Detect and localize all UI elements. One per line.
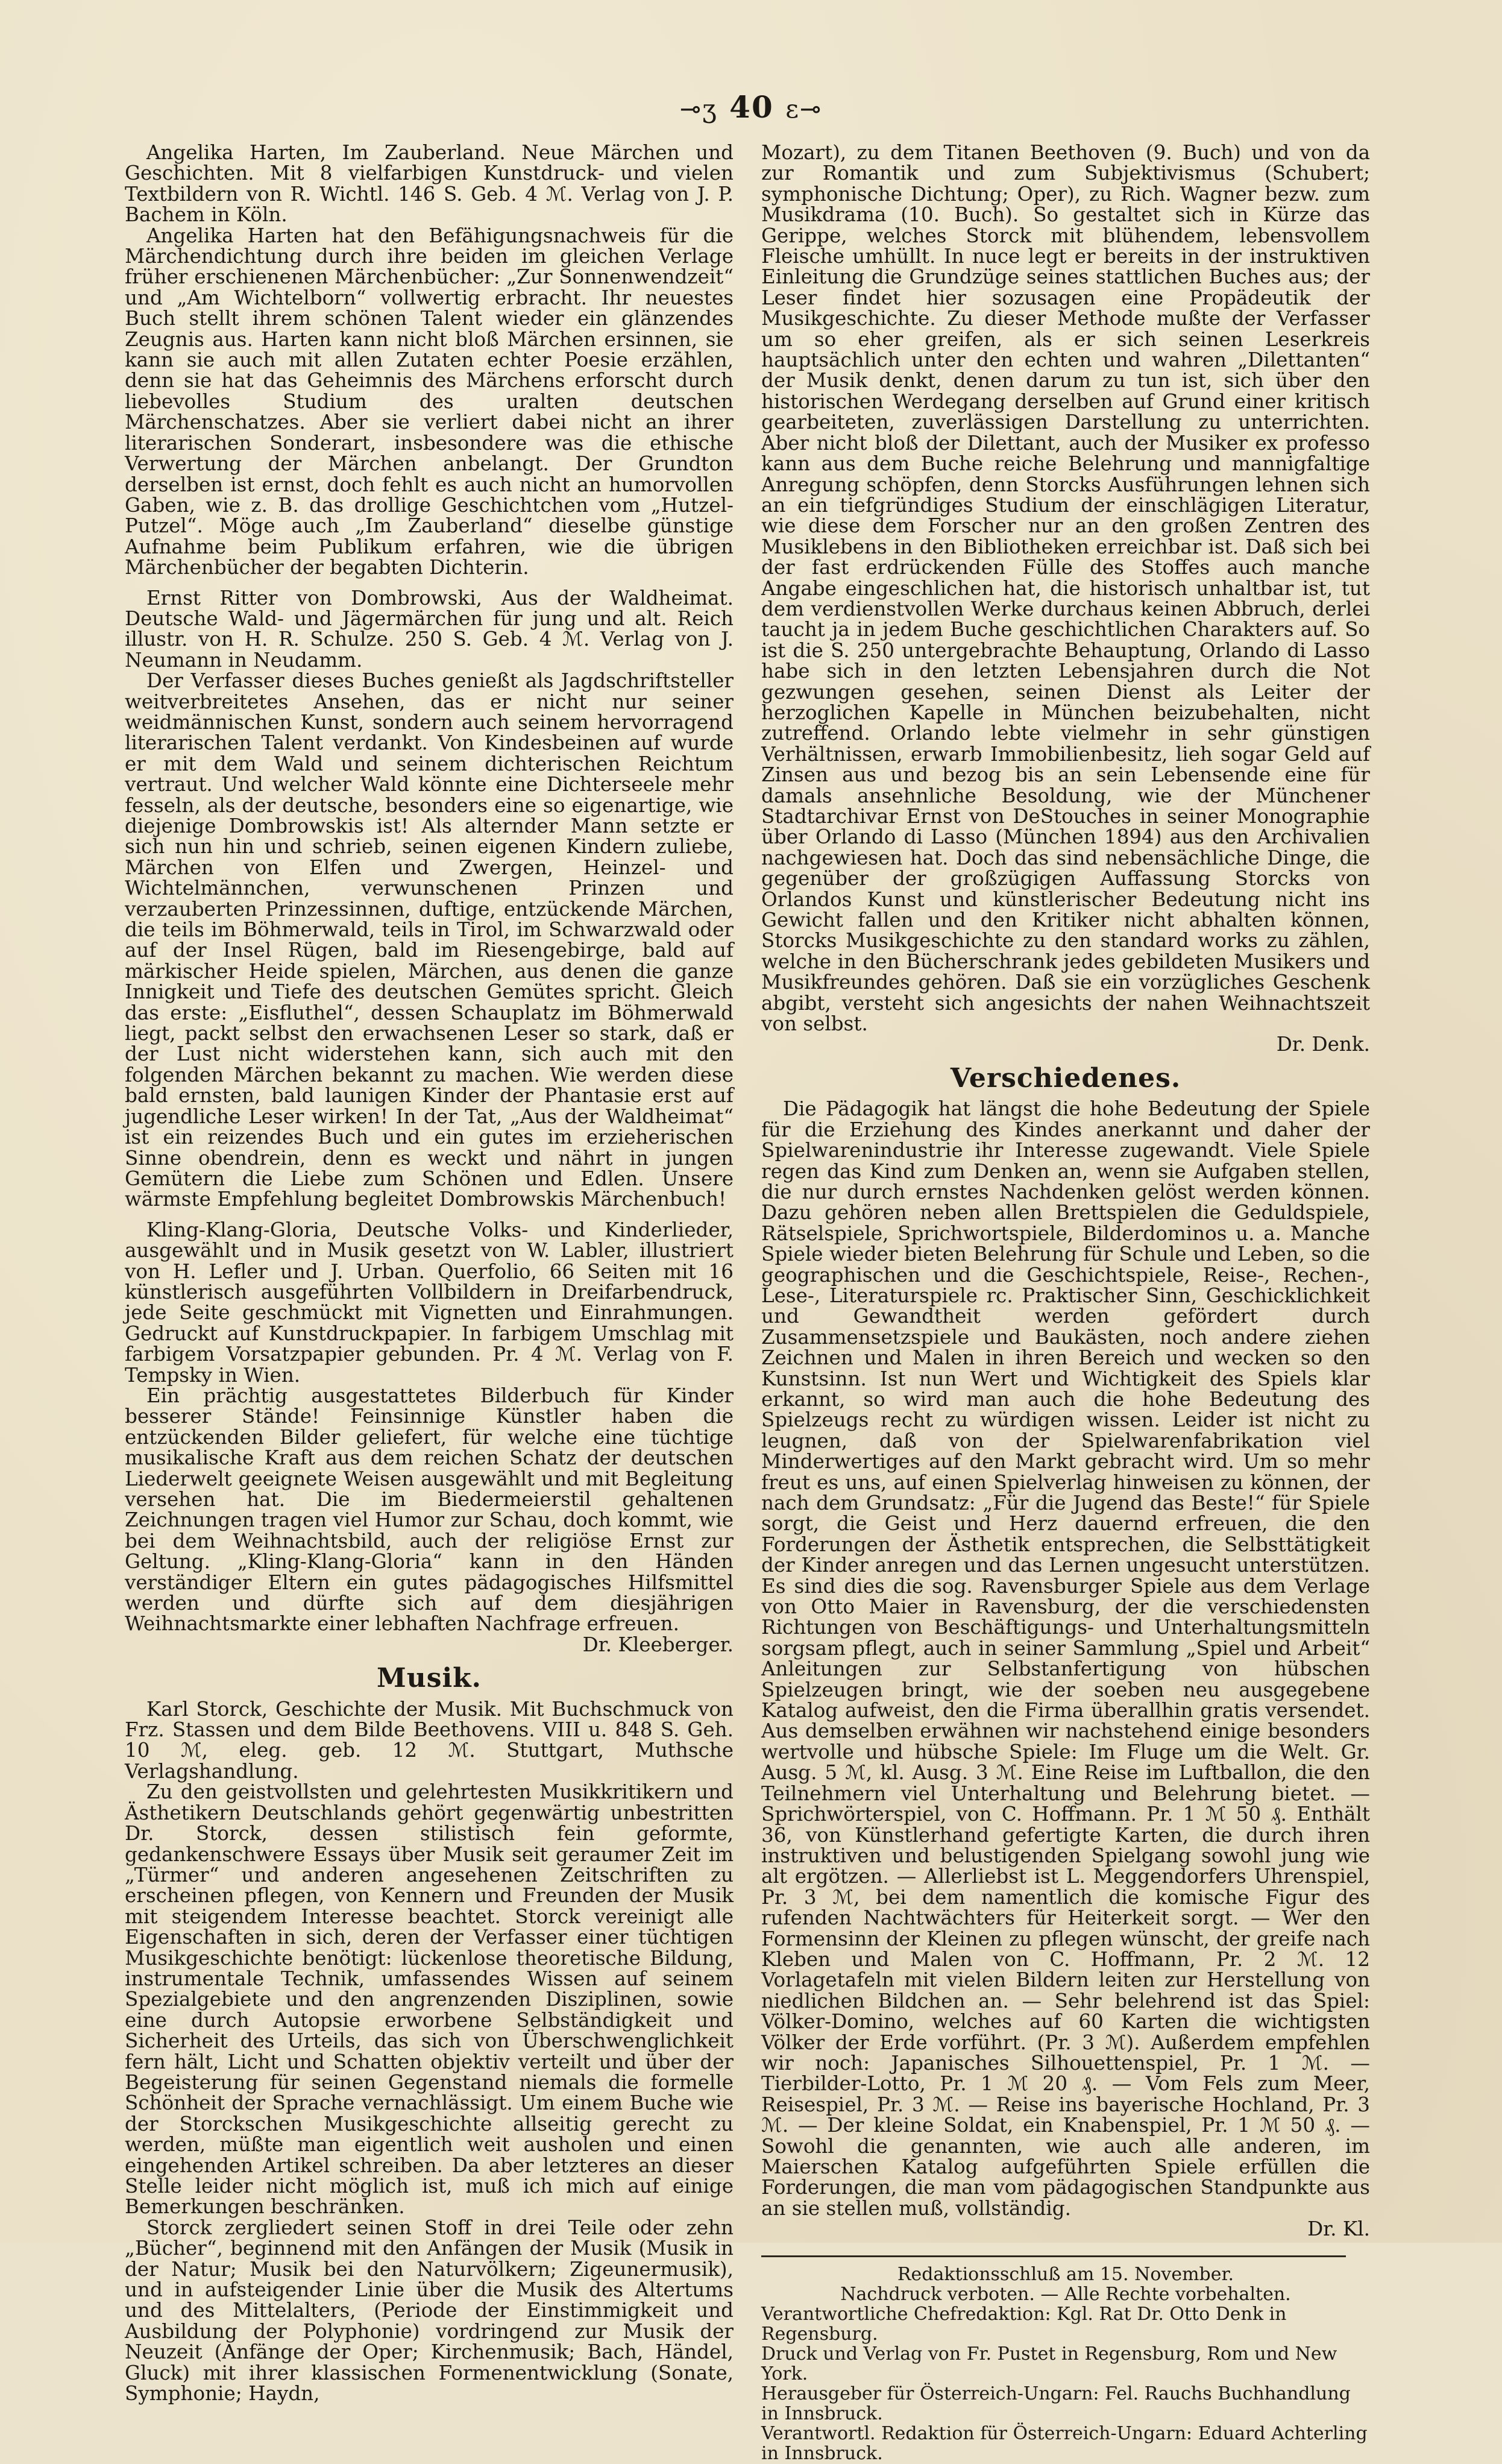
page-number: 40: [729, 89, 774, 125]
imprint-austria-publisher: Herausgeber für Österreich-Ungarn: Fel. Rauchs Buchhandlung in Innsbruck.: [761, 2383, 1351, 2424]
page-number-header: [0, 89, 1502, 125]
right-column: [761, 142, 1370, 2463]
ornament-left: ⊸ʒ: [679, 94, 718, 124]
left-column: [125, 142, 734, 2404]
article-ravensburger-spiele: Die Pädagogik hat längst die hohe Bedeutung der Spiele für die Erziehung des Kindes anerkannt und daher der Spielwarenindustrie ihr Interesse zugewandt. Viele Spiele regen das Kind zum Denken an, wenn sie Aufgaben stellen, die nur durch ernstes Nachdenken gelöst werden können. Dazu gehören neben allen Brettspielen die Geduldspiele, Rätselspiele, Sprichwortspiele, Bilderdominos u. a. Manche Spiele wieder bieten Belehrung für Schule und Leben, so die geographischen und die Geschichtspiele, Reise-, Rechen-, Lese-, Literaturspiele rc. Praktischer Sinn, Geschicklichkeit und Gewandtheit werden gefördert durch Zusammensetzspiele und Baukästen, noch andere ziehen Zeichnen und Malen in ihren Bereich und wecken so den Kunstsinn. Ist nun Wert und Wichtigkeit des Spiels klar erkannt, so wird man auch die hohe Bedeutung des Spielzeugs recht zu würdigen wissen. Leider ist nicht zu leugnen, daß von der Spielwarenfabrikation viel Minderwertiges auf den Markt gebracht wird. Um so mehr freut es uns, auf einen Spielverlag hinweisen zu können, der nach dem Grundsatz: „Für die Jugend das Beste!“ für Spiele sorgt, die Geist und Herz dauernd erfreuen, die den Forderungen der Ästhetik entsprechen, die Selbsttätigkeit der Kinder anregen und das Lernen ungesucht unterstützen. Es sind dies die sog. Ravensburger Spiele aus dem Verlage von Otto Maier in Ravensburg, der die verschiedensten Richtungen von Beschäftigungs- und Unterhaltungsmitteln sorgsam pflegt, auch in seiner Sammlung „Spiel und Arbeit“ Anleitungen zur Selbstanfertigung von hübschen Spielzeugen bringt, wie der soeben neu ausgegebene Katalog aufweist, den die Firma überallhin gratis versendet. Aus demselben erwähnen wir nachstehend einige besonders wertvolle und hübsche Spiele: Im Fluge um die Welt. Gr. Ausg. 5 ℳ, kl. Ausg. 3 ℳ. Eine Reise im Luftballon, die den Teilnehmern viel Unterhaltung und Belehrung bietet. — Sprichwörterspiel, von C. Hoffmann. Pr. 1 ℳ 50 ₰. Enthält 36, von Künstlerhand gefertigte Karten, die durch ihren instruktiven und belustigenden Spielgang sowohl jung wie alt ergötzen. — Allerliebst ist L. Meggendorfers Uhrenspiel, Pr. 3 ℳ, bei dem namentlich die komische Figur des rufenden Nachtwächters für Heiterkeit sorgt. — Wer den Formensinn der Kleinen zu pflegen wünscht, der greife nach Kleben und Malen von C. Hoffmann, Pr. 2 ℳ. 12 Vorlagetafeln mit vielen Bildern leiten zur Herstellung von niedlichen Bildchen an. — Sehr belehrend ist das Spiel: Völker-Domino, welches auf 60 Karten die wichtigsten Völker der Erde vorführt. (Pr. 3 ℳ). Außerdem empfehlen wir noch: Japanisches Silhouettenspiel, Pr. 1 ℳ. — Tierbilder-Lotto, Pr. 1 ℳ 20 ₰. — Vom Fels zum Meer, Reisespiel, Pr. 3 ℳ. — Reise ins bayerische Hochland, Pr. 3 ℳ. — Der kleine Soldat, ein Knabenspiel, Pr. 1 ℳ 50 ₰. — Sowohl die genannten, wie auch alle anderen, im Maierschen Katalog aufgeführten Spiele erfüllen die Forderungen, die man vom pädagogischen Standpunkte aus an sie stellen muß, vollständig.: [761, 1097, 1370, 2220]
imprint-deadline: Redaktionsschluß am 15. November.: [897, 2263, 1234, 2285]
section-heading-verschiedenes: Verschiedenes.: [950, 1062, 1181, 1094]
review-text-kling-klang: Ein prächtig ausgestattetes Bilderbuch für Kinder besserer Stände! Feinsinnige Künstler haben die entzückenden Bilder geliefert, für welche eine tüchtige musikalische Kraft aus dem reichen Schatz der deutschen Liederwelt geeignete Weisen ausgewählt und mit Begleitung versehen hat. Die im Biedermeierstil gehaltenen Zeichnungen tragen viel Humor zur Schau, doch kommt, wie bei dem Weihnachtsbild, auch der religiöse Ernst zur Geltung. „Kling-Klang-Gloria“ kann in den Händen verständiger Eltern ein gutes pädagogisches Hilfsmittel werden und dürfte sich auf dem diesjährigen Weihnachtsmarkte einer lebhaften Nachfrage erfreuen.: [125, 1384, 734, 1636]
imprint-rights: Nachdruck verboten. — Alle Rechte vorbehalten.: [840, 2283, 1291, 2305]
imprint-austria-editor: Verantwortl. Redaktion für Österreich-Ungarn: Eduard Achterling in Innsbruck.: [761, 2422, 1368, 2464]
imprint-editor: Verantwortliche Chefredaktion: Kgl. Rat Dr. Otto Denk in Regensburg.: [761, 2303, 1287, 2345]
section-heading-musik: Musik.: [377, 1663, 482, 1694]
review-text-dombrowski: Der Verfasser dieses Buches genießt als Jagdschriftsteller weitverbreitetes Ansehen, das er nicht nur seiner weidmännischen Kunst, sondern auch seinem hervorragend literarischen Talent verdankt. Von Kindesbeinen auf wurde er mit dem Wald und seinem dichterischen Reichtum vertraut. Und welcher Wald könnte eine Dichterseele mehr fesseln, als der deutsche, besonders eine so eigenartige, wie diejenige Dombrowskis ist! Als alternder Mann setzte er sich nun hin und schrieb, seinen eigenen Kindern zuliebe, Märchen von Elfen und Zwergen, Heinzel- und Wichtelmännchen, verwunschenen Prinzen und verzauberten Prinzessinnen, duftige, entzückende Märchen, die teils im Böhmerwald, teils in Tirol, im Schwarzwald oder auf der Insel Rügen, bald im Riesengebirge, bald auf märkischer Heide spielen, Märchen, aus denen die ganze Innigkeit und Tiefe des deutschen Gemütes spricht. Gleich das erste: „Eisfluthel“, dessen Schauplatz im Böhmerwald liegt, packt selbst den erwachsenen Leser so stark, daß er der Lust nicht widerstehen kann, sich auch mit den folgenden Märchen bekannt zu machen. Wie werden diese bald ernsten, bald launigen Kinder der Phantasie erst auf jugendliche Leser wirken! In der Tat, „Aus der Waldheimat“ ist ein reizendes Buch und ein gutes im erzieherischen Sinne obendrein, denn es weckt und nährt in jungen Gemütern die Liebe zum Schönen und Edlen. Unsere wärmste Empfehlung begleitet Dombrowskis Märchenbuch!: [125, 669, 734, 1211]
ornament-right: ɛ⊸: [785, 94, 823, 124]
review-text-harten: Angelika Harten hat den Befähigungsnachweis für die Märchendichtung durch ihre beiden im gleichen Verlage früher erschienenen Märchenbücher: „Zur Sonnenwendzeit“ und „Am Wichtelborn“ vollwertig erbracht. Ihr neuestes Buch stellt ihrem schönen Talent wieder ein glänzendes Zeugnis aus. Harten kann nicht bloß Märchen ersinnen, sie kann sie auch mit allen Zutaten echter Poesie erzählen, denn sie hat das Geheimnis des Märchens erforscht durch liebevolles Studium des uralten deutschen Märchenschatzes. Aber sie verliert dabei nicht an ihrer literarischen Sonderart, insbesondere was die ethische Verwertung der Märchen anbelangt. Der Grundton derselben ist ernst, doch fehlt es auch nicht an humorvollen Gaben, wie z. B. das drollige Geschichtchen vom „Hutzel-Putzel“. Möge auch „Im Zauberland“ dieselbe günstige Aufnahme beim Publikum erfahren, wie die übrigen Märchenbücher der begabten Dichterin.: [125, 224, 734, 579]
signature-kl: Dr. Kl.: [1307, 2217, 1370, 2241]
review-entry-kling-klang: Kling-Klang-Gloria, Deutsche Volks- und Kinderlieder, ausgewählt und in Musik gesetzt von W. Labler, illustriert von H. Lefler und J. Urban. Querfolio, 66 Seiten mit 16 künstlerisch ausgeführten Vollbildern in Dreifarbendruck, jede Seite geschmückt mit Vignetten und Einrahmungen. Gedruckt auf Kunstdruckpapier. In farbigem Umschlag mit farbigem Vorsatzpapier gebunden. Pr. 4 ℳ. Verlag von F. Tempsky in Wien.: [125, 1218, 734, 1387]
imprint-publisher: Druck und Verlag von Fr. Pustet in Regensburg, Rom und New York.: [761, 2343, 1337, 2384]
review-text-storck-1: Zu den geistvollsten und gelehrtesten Musikkritikern und Ästhetikern Deutschlands gehört gegenwärtig unbestritten Dr. Storck, dessen stilistisch fein geformte, gedankenschwere Essays über Musik seit geraumer Zeit im „Türmer“ und anderen angesehenen Zeitschriften zu erscheinen pflegen, von Kennern und Freunden der Musik mit steigendem Interesse beachtet. Storck vereinigt alle Eigenschaften in sich, deren der Verfasser einer tüchtigen Musikgeschichte benötigt: lückenlose theoretische Bildung, instrumentale Technik, umfassendes Wissen auf seinem Spezialgebiete und den angrenzenden Disziplinen, sowie eine durch Autopsie erworbene Selbständigkeit und Sicherheit des Urteils, das sich von Überschwenglichkeit fern hält, Licht und Schatten objektiv verteilt und über der Begeisterung für seinen Gegenstand niemals die formelle Schönheit der Sprache vernachlässigt. Um einem Buche wie der Storckschen Musikgeschichte allseitig gerecht zu werden, müßte man eigentlich weit ausholen und einen eingehenden Artikel schreiben. Da aber letzteres an dieser Stelle leider nicht möglich ist, muß ich mich auf einige Bemerkungen beschränken.: [125, 1780, 734, 2219]
signature-denk: Dr. Denk.: [1276, 1033, 1370, 1056]
review-text-storck-continued: Mozart), zu dem Titanen Beethoven (9. Buch) und von da zur Romantik und zum Subjektivismus (Schubert; symphonische Dichtung; Oper), zu Rich. Wagner bezw. zum Musikdrama (10. Buch). So gestaltet sich in Kürze das Gerippe, welches Storck mit blühendem, lebensvollem Fleische umhüllt. In nuce legt er bereits in der instruktiven Einleitung die Grundzüge seines stattlichen Buches aus; der Leser findet hier sozusagen eine Propädeutik der Musikgeschichte. Zu dieser Methode mußte der Verfasser um so eher greifen, als er sich seinen Leserkreis hauptsächlich unter den echten und wahren „Dilettanten“ der Musik denkt, denen darum zu tun ist, sich über den historischen Werdegang derselben auf Grund einer kritisch gearbeiteten, zuverlässigen Darstellung zu unterrichten. Aber nicht bloß der Dilettant, auch der Musiker ex professo kann aus dem Buche reiche Belehrung und mannigfaltige Anregung schöpfen, denn Storcks Ausführungen lehnen sich an ein tiefgründiges Studium der einschlägigen Literatur, wie diese dem Forscher nur an den großen Zentren des Musiklebens in den Bibliotheken erreichbar ist. Daß sich bei der fast erdrückenden Fülle des Stoffes auch manche Angabe eingeschlichen hat, die historisch unhaltbar ist, tut dem verdienstvollen Werke durchaus keinen Abbruch, derlei taucht ja in jedem Buche geschichtlichen Charakters auf. So ist die S. 250 untergebrachte Behauptung, Orlando di Lasso habe sich in den letzten Lebensjahren durch die Not gezwungen gesehen, seinen Dienst als Leiter der herzoglichen Kapelle in München beizubehalten, nicht zutreffend. Orlando lebte vielmehr in sehr günstigen Verhältnissen, erwarb Immobilienbesitz, lieh sogar Geld auf Zinsen aus und bezog bis an sein Lebensende eine für damals ansehnliche Besoldung, wie der Münchener Stadtarchivar Ernst von DeStouches in seiner Monographie über Orlando di Lasso (München 1894) aus den Archivalien nachgewiesen hat. Doch das sind nebensächliche Dinge, die gegenüber der großzügigen Auffassung Storcks von Orlandos Kunst und künstlerischer Bedeutung nicht ins Gewicht fallen und den Kritiker nicht abhalten können, Storcks Musikgeschichte zu den standard works zu zählen, welche in den Bücherschrank jedes gebildeten Musikers und Musikfreundes gehören. Daß sie ein vorzügliches Geschenk abgibt, versteht sich angesichts der nahen Weihnachtszeit von selbst.: [761, 141, 1370, 1036]
signature-kleeberger: Dr. Kleeberger.: [582, 1633, 734, 1656]
imprint-divider: [761, 2255, 1346, 2257]
review-entry-harten: Angelika Harten, Im Zauberland. Neue Märchen und Geschichten. Mit 8 vielfarbigen Kunstdruck- und vielen Textbildern von R. Wichtl. 146 S. Geb. 4 ℳ. Verlag von J. P. Bachem in Köln.: [125, 141, 734, 227]
review-entry-dombrowski: Ernst Ritter von Dombrowski, Aus der Waldheimat. Deutsche Wald- und Jägermärchen für jung und alt. Reich illustr. von H. R. Schulze. 250 S. Geb. 4 ℳ. Verlag von J. Neumann in Neudamm.: [125, 586, 734, 672]
review-entry-storck: Karl Storck, Geschichte der Musik. Mit Buchschmuck von Frz. Stassen und dem Bilde Beethovens. VIII u. 848 S. Geh. 10 ℳ, eleg. geb. 12 ℳ. Stuttgart, Muthsche Verlagshandlung.: [125, 1697, 734, 1783]
review-text-storck-2: Storck zergliedert seinen Stoff in drei Teile oder zehn „Bücher“, beginnend mit den Anfängen der Musik (Musik in der Natur; Musik bei den Naturvölkern; Zigeunermusik), und in aufsteigender Linie über die Musik des Altertums und des Mittelalters, (Periode der Einstimmigkeit und Ausbildung der Polyphonie) vordringend zur Musik der Neuzeit (Anfänge der Oper; Kirchenmusik; Bach, Händel, Gluck) mit ihrer klassischen Formenentwicklung (Sonate, Symphonie; Haydn,: [125, 2216, 734, 2406]
